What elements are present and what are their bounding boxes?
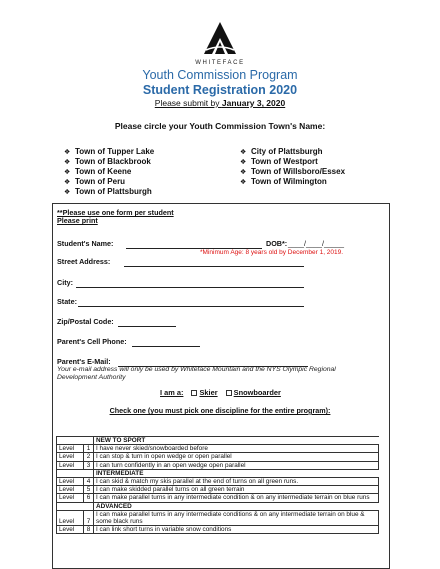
ability-levels-table xyxy=(56,436,379,534)
level-row[interactable]: Level 4 I can skid & match my skis parallel at the end of turns on all green runs. xyxy=(57,478,379,486)
city-field[interactable] xyxy=(76,287,304,288)
section-heading-row: NEW TO SPORT xyxy=(57,437,379,445)
town-list-right xyxy=(240,147,345,187)
zip-field[interactable] xyxy=(118,326,176,327)
town-option[interactable]: ❖ Town of Wilmington xyxy=(240,177,327,186)
discipline-choice xyxy=(160,388,281,397)
whiteface-logo xyxy=(200,20,240,60)
diamond-bullet-icon: ❖ xyxy=(64,149,71,156)
diamond-bullet-icon: ❖ xyxy=(240,179,247,186)
level-row[interactable]: Level 7 I can make parallel turns in any intermediate conditions & on any intermediate terrain on blue & some black runs xyxy=(57,510,379,525)
level-row[interactable]: Level 1 I have never skied/snowboarded before xyxy=(57,445,379,453)
dob-field[interactable]: ____/____/_____ xyxy=(288,239,344,248)
diamond-bullet-icon: ❖ xyxy=(240,169,247,176)
street-address-label: Street Address: xyxy=(57,257,111,266)
diamond-bullet-icon: ❖ xyxy=(64,179,71,186)
one-form-note: **Please use one form per student xyxy=(57,208,174,217)
email-privacy-note: Your e-mail address will only be used by Whiteface Mountain and the NYS Olympic Regional Development Authority xyxy=(57,366,336,381)
skier-label: Skier xyxy=(199,388,218,397)
town-option[interactable]: ❖ City of Plattsburgh xyxy=(240,147,323,156)
town-option[interactable]: ❖ Town of Keene xyxy=(64,167,132,176)
student-name-label: Student's Name: xyxy=(57,239,114,248)
town-option[interactable]: ❖ Town of Westport xyxy=(240,157,318,166)
dob-label: DOB*: xyxy=(266,239,288,248)
town-list-left xyxy=(64,147,154,197)
street-address-field[interactable] xyxy=(124,266,304,267)
level-row[interactable]: Level 8 I can link short turns in variable snow conditions xyxy=(57,526,379,534)
zip-label: Zip/Postal Code: xyxy=(57,317,114,326)
submit-prefix: Please submit by xyxy=(154,98,222,108)
level-row[interactable]: Level 5 I can make skidded parallel turns on all green terrain xyxy=(57,486,379,494)
town-option[interactable]: ❖ Town of Plattsburgh xyxy=(64,187,152,196)
email-label: Parent's E-Mail: xyxy=(57,357,111,366)
town-option[interactable]: ❖ Town of Willsboro/Essex xyxy=(240,167,346,176)
diamond-bullet-icon: ❖ xyxy=(240,159,247,166)
level-row[interactable]: Level 2 I can stop & turn in open wedge or open parallel xyxy=(57,453,379,461)
cell-phone-label: Parent's Cell Phone: xyxy=(57,337,127,346)
discipline-note: Check one (you must pick one discipline for the entire program): xyxy=(109,406,331,415)
submit-deadline xyxy=(0,98,440,108)
diamond-bullet-icon: ❖ xyxy=(64,169,71,176)
state-label: State: xyxy=(57,297,77,306)
print-note: Please print xyxy=(57,216,98,225)
city-label: City: xyxy=(57,278,73,287)
level-row[interactable]: Level 6 I can make parallel turns in any intermediate condition & on any intermediate terrain on blue runs xyxy=(57,494,379,502)
circle-town-instruction: Please circle your Youth Commission Town's Name: xyxy=(114,121,326,131)
cell-phone-field[interactable] xyxy=(132,346,200,347)
town-option[interactable]: ❖ Town of Tupper Lake xyxy=(64,147,155,156)
program-title: Youth Commission Program xyxy=(142,68,298,82)
i-am-a-label: I am a: xyxy=(160,388,184,397)
section-heading-row: INTERMEDIATE xyxy=(57,469,379,477)
skier-checkbox[interactable] xyxy=(191,390,197,396)
town-option[interactable]: ❖ Town of Peru xyxy=(64,177,126,186)
minimum-age-note: *Minimum Age: 8 years old by December 1, 2019. xyxy=(200,249,344,256)
diamond-bullet-icon: ❖ xyxy=(240,149,247,156)
state-field[interactable] xyxy=(78,306,304,307)
submit-date: January 3, 2020 xyxy=(221,98,286,108)
diamond-bullet-icon: ❖ xyxy=(64,159,71,166)
snowboarder-checkbox[interactable] xyxy=(226,390,232,396)
diamond-bullet-icon: ❖ xyxy=(64,189,71,196)
section-heading-row: ADVANCED xyxy=(57,502,379,510)
town-option[interactable]: ❖ Town of Blackbrook xyxy=(64,157,151,166)
snowboarder-label: Snowboarder xyxy=(233,388,281,397)
brand-name: WHITEFACE xyxy=(195,60,245,66)
level-row[interactable]: Level 3 I can turn confidently in an open wedge open parallel xyxy=(57,461,379,469)
page-title: Student Registration 2020 xyxy=(142,83,298,97)
